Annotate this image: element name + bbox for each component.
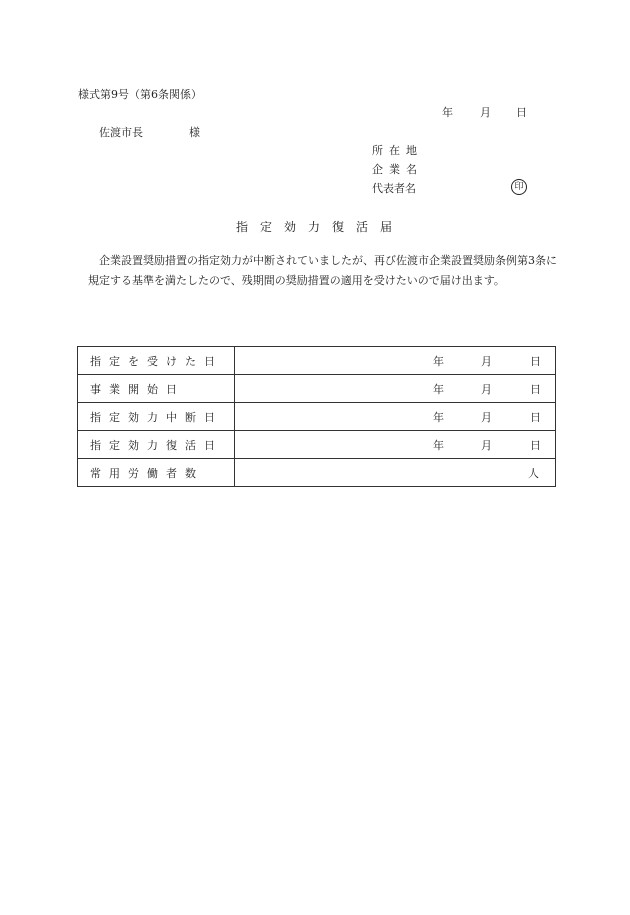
table-row [78,347,556,375]
row-label-employee-count: 常用労働者数 [78,459,235,487]
year-label: 年 [433,438,444,452]
month-label: 月 [481,382,492,396]
month-label: 月 [481,354,492,368]
addressee [99,124,200,140]
year-label: 年 [433,410,444,424]
form-number: 様式第9号（第6条関係） [78,88,202,101]
body-paragraph: 企業設置奨励措置の指定効力が中断されていましたが、再び佐渡市企業設置奨励条例第3条に規定する基準を満たしたので、残期間の奨励措置の適用を受けたいので届け出ます。 [88,254,557,287]
location-label: 所在地 [372,144,423,157]
day-label: 日 [530,382,541,396]
date-day-label: 日 [516,106,527,119]
date-month-label: 月 [480,106,491,119]
company-label: 企業名 [372,163,423,176]
day-label: 日 [530,410,541,424]
document-title: 指定効力復活届 [236,220,405,234]
month-label: 月 [481,410,492,424]
submission-date [442,104,532,120]
table-row [78,459,556,487]
row-label-suspension-date: 指定効力中断日 [78,403,235,431]
persons-unit-label: 人 [528,466,539,480]
seal-mark: 印 [511,179,527,195]
table-row [78,375,556,403]
addressee-name: 佐渡市長 [99,126,143,139]
year-label: 年 [433,382,444,396]
row-label-restoration-date: 指定効力復活日 [78,431,235,459]
month-label: 月 [481,438,492,452]
year-label: 年 [433,354,444,368]
table-row [78,431,556,459]
row-label-designation-date: 指定を受けた日 [78,347,235,375]
row-value-designation-date [235,347,556,375]
representative-label: 代表者名 [372,182,416,195]
date-year-label: 年 [442,106,453,119]
row-value-business-start [235,375,556,403]
row-value-employee-count [235,459,556,487]
row-label-business-start: 事業開始日 [78,375,235,403]
row-value-restoration-date [235,431,556,459]
day-label: 日 [530,354,541,368]
details-table [77,346,556,487]
day-label: 日 [530,438,541,452]
addressee-honorific: 様 [189,126,200,139]
row-value-suspension-date [235,403,556,431]
table-row [78,403,556,431]
